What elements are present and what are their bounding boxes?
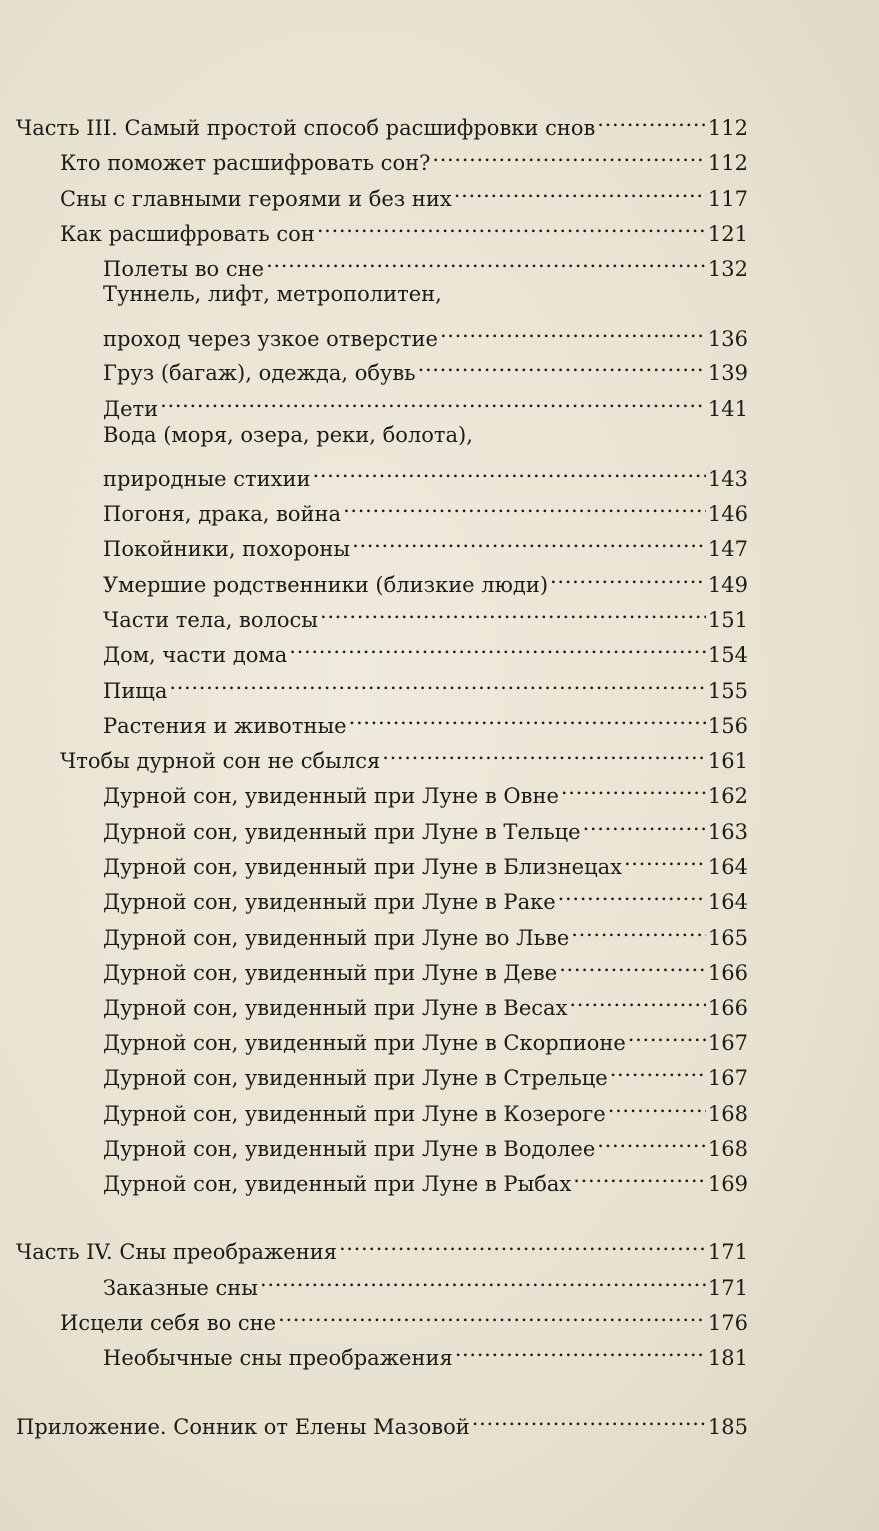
- toc-page-number: 171: [707, 1276, 748, 1300]
- toc-entry: [0, 348, 748, 385]
- dot-leader: [169, 666, 706, 698]
- toc-page-number: 169: [707, 1172, 748, 1196]
- toc-entry-title: Дурной сон, увиденный при Луне в Тельце: [103, 820, 581, 844]
- dot-leader: [440, 314, 706, 346]
- toc-page-number: 112: [707, 151, 748, 175]
- toc-entry: [0, 701, 748, 738]
- toc-page-number: 165: [707, 926, 748, 950]
- toc-page-number: 155: [707, 679, 748, 703]
- dot-leader: [278, 1298, 706, 1330]
- dot-leader: [320, 595, 706, 627]
- toc-entry-title: Дурной сон, увиденный при Луне в Весах: [103, 996, 568, 1020]
- toc-entry: [0, 1402, 748, 1439]
- dot-leader: [583, 807, 706, 839]
- toc-page-number: 181: [707, 1346, 748, 1370]
- toc-page-number: 136: [707, 327, 748, 351]
- toc-entry-title: Пища: [103, 679, 168, 703]
- dot-leader: [573, 1159, 706, 1191]
- toc-entry-title: Дурной сон, увиденный при Луне в Овне: [103, 784, 559, 808]
- dot-leader: [628, 1018, 706, 1050]
- toc-entry: [0, 244, 748, 281]
- toc-entry-title: Полеты во сне: [103, 257, 265, 281]
- toc-entry-title: Дети: [103, 397, 159, 421]
- dot-leader: [260, 1263, 706, 1295]
- toc-entry-title: Исцели себя во сне: [60, 1311, 277, 1335]
- toc-page-number: 167: [707, 1031, 748, 1055]
- dot-leader: [597, 1124, 706, 1156]
- toc-entry: [0, 489, 748, 526]
- toc-entry-title: Приложение. Сонник от Елены Мазовой: [16, 1415, 470, 1439]
- dot-leader: [352, 524, 706, 556]
- toc-entry: [0, 877, 748, 914]
- dot-leader: [317, 209, 706, 241]
- dot-leader: [312, 454, 705, 486]
- toc-entry: [0, 1124, 748, 1161]
- dot-leader: [454, 174, 706, 206]
- dot-leader: [608, 1089, 706, 1121]
- toc-entry-title: Вода (моря, озера, реки, болота),: [103, 423, 473, 447]
- toc-page-number: 146: [707, 502, 748, 526]
- toc-page-number: 149: [707, 573, 748, 597]
- toc-entry-title: Туннель, лифт, метрополитен,: [103, 282, 442, 306]
- toc-entry: [0, 595, 748, 632]
- toc-page-number: 171: [707, 1240, 748, 1264]
- toc-page-number: 161: [707, 749, 748, 773]
- toc-entry: [0, 948, 748, 985]
- toc-page-number: 121: [707, 222, 748, 246]
- toc-page-number: 139: [707, 361, 748, 385]
- toc-entry-title: Растения и животные: [103, 714, 347, 738]
- dot-leader: [472, 1402, 706, 1434]
- toc-entry-title: Дурной сон, увиденный при Луне в Рыбах: [103, 1172, 572, 1196]
- dot-leader: [561, 771, 706, 803]
- toc-entry-title: Дурной сон, увиденный при Луне в Деве: [103, 961, 558, 985]
- toc-page-number: 151: [707, 608, 748, 632]
- toc-entry: [0, 314, 748, 351]
- toc-entry: [0, 138, 748, 175]
- dot-leader: [339, 1227, 706, 1259]
- toc-entry: [0, 842, 748, 879]
- toc-entry-title: Умершие родственники (близкие люди): [103, 573, 549, 597]
- dot-leader: [571, 913, 706, 945]
- toc-entry-title: Погоня, драка, война: [103, 502, 342, 526]
- toc-page-number: 166: [707, 961, 748, 985]
- toc-page-number: 163: [707, 820, 748, 844]
- toc-page-number: 164: [707, 890, 748, 914]
- dot-leader: [550, 560, 706, 592]
- toc-entry-title: Дурной сон, увиденный при Луне в Водолее: [103, 1137, 596, 1161]
- toc-page-number: 168: [707, 1102, 748, 1126]
- toc-entry-title: Дурной сон, увиденный при Луне в Раке: [103, 890, 556, 914]
- toc-entry-title: Кто поможет расшифровать сон?: [60, 151, 431, 175]
- toc-page-number: 176: [707, 1311, 748, 1335]
- toc-entry-title: Как расшифровать сон: [60, 222, 315, 246]
- toc-entry: [0, 209, 748, 246]
- toc-entry: [0, 278, 442, 310]
- toc-page-number: 141: [707, 397, 748, 421]
- dot-leader: [455, 1333, 706, 1365]
- toc-page-number: 168: [707, 1137, 748, 1161]
- toc-entry: [0, 736, 748, 773]
- dot-leader: [266, 244, 706, 276]
- dot-leader: [432, 138, 706, 170]
- toc-page-number: 166: [707, 996, 748, 1020]
- dot-leader: [610, 1053, 706, 1085]
- toc-entry-title: Дом, части дома: [103, 643, 288, 667]
- toc-entry-title: Дурной сон, увиденный при Луне в Козероге: [103, 1102, 606, 1126]
- toc-page-number: 167: [707, 1066, 748, 1090]
- dot-leader: [624, 842, 706, 874]
- toc-entry: [0, 1333, 748, 1370]
- toc-page-number: 185: [707, 1415, 748, 1439]
- dot-leader: [559, 948, 706, 980]
- toc-entry-title: Сны с главными героями и без них: [60, 187, 452, 211]
- dot-leader: [569, 983, 705, 1015]
- toc-page-number: 132: [707, 257, 748, 281]
- dot-leader: [418, 348, 706, 380]
- toc-entry: [0, 384, 748, 421]
- dot-leader: [382, 736, 706, 768]
- toc-entry: [0, 913, 748, 950]
- toc-entry: [0, 1159, 748, 1196]
- dot-leader: [597, 103, 706, 135]
- toc-page-number: 117: [707, 187, 748, 211]
- toc-entry-title: Дурной сон, увиденный при Луне в Близнецах: [103, 855, 622, 879]
- toc-entry-title: Груз (багаж), одежда, обувь: [103, 361, 416, 385]
- dot-leader: [349, 701, 706, 733]
- dot-leader: [558, 877, 706, 909]
- toc-entry-title: Чтобы дурной сон не сбылся: [60, 749, 381, 773]
- toc-page-number: 164: [707, 855, 748, 879]
- toc-entry: [0, 771, 748, 808]
- toc-entry: [0, 1298, 748, 1335]
- toc-entry: [0, 1053, 748, 1090]
- toc-page-number: 156: [707, 714, 748, 738]
- toc-entry: [0, 419, 473, 451]
- toc-entry-title: природные стихии: [103, 467, 311, 491]
- toc-page-number: 154: [707, 643, 748, 667]
- toc-page-number: 143: [707, 467, 748, 491]
- toc-entry-title: Необычные сны преображения: [103, 1346, 453, 1370]
- toc-entry: [0, 807, 748, 844]
- dot-leader: [343, 489, 706, 521]
- toc-entry-title: Дурной сон, увиденный при Луне в Стрельце: [103, 1066, 608, 1090]
- toc-entry-title: Дурной сон, увиденный при Луне в Скорпионе: [103, 1031, 626, 1055]
- toc-entry-title: Часть IV. Сны преображения: [16, 1240, 337, 1264]
- toc-page-number: 162: [707, 784, 748, 808]
- toc-entry: [0, 1018, 748, 1055]
- toc-entry: [0, 1227, 748, 1264]
- toc-entry: [0, 630, 748, 667]
- toc-entry-title: Дурной сон, увиденный при Луне во Льве: [103, 926, 570, 950]
- toc-page-number: 147: [707, 537, 748, 561]
- toc-entry: [0, 524, 748, 561]
- toc-entry-title: проход через узкое отверстие: [103, 327, 438, 351]
- toc-entry-title: Заказные сны: [103, 1276, 258, 1300]
- toc-entry: [0, 1089, 748, 1126]
- toc-page-number: 112: [707, 116, 748, 140]
- dot-leader: [289, 630, 706, 662]
- toc-entry: [0, 666, 748, 703]
- toc-entry: [0, 1263, 748, 1300]
- toc-entry-title: Части тела, волосы: [103, 608, 318, 632]
- toc-entry-title: Покойники, похороны: [103, 537, 351, 561]
- dot-leader: [160, 384, 706, 416]
- toc-entry: [0, 103, 748, 140]
- toc-entry-title: Часть III. Самый простой способ расшифровки снов: [16, 116, 596, 140]
- toc-entry: [0, 454, 748, 491]
- toc-entry: [0, 560, 748, 597]
- toc-entry: [0, 174, 748, 211]
- toc-entry: [0, 983, 748, 1020]
